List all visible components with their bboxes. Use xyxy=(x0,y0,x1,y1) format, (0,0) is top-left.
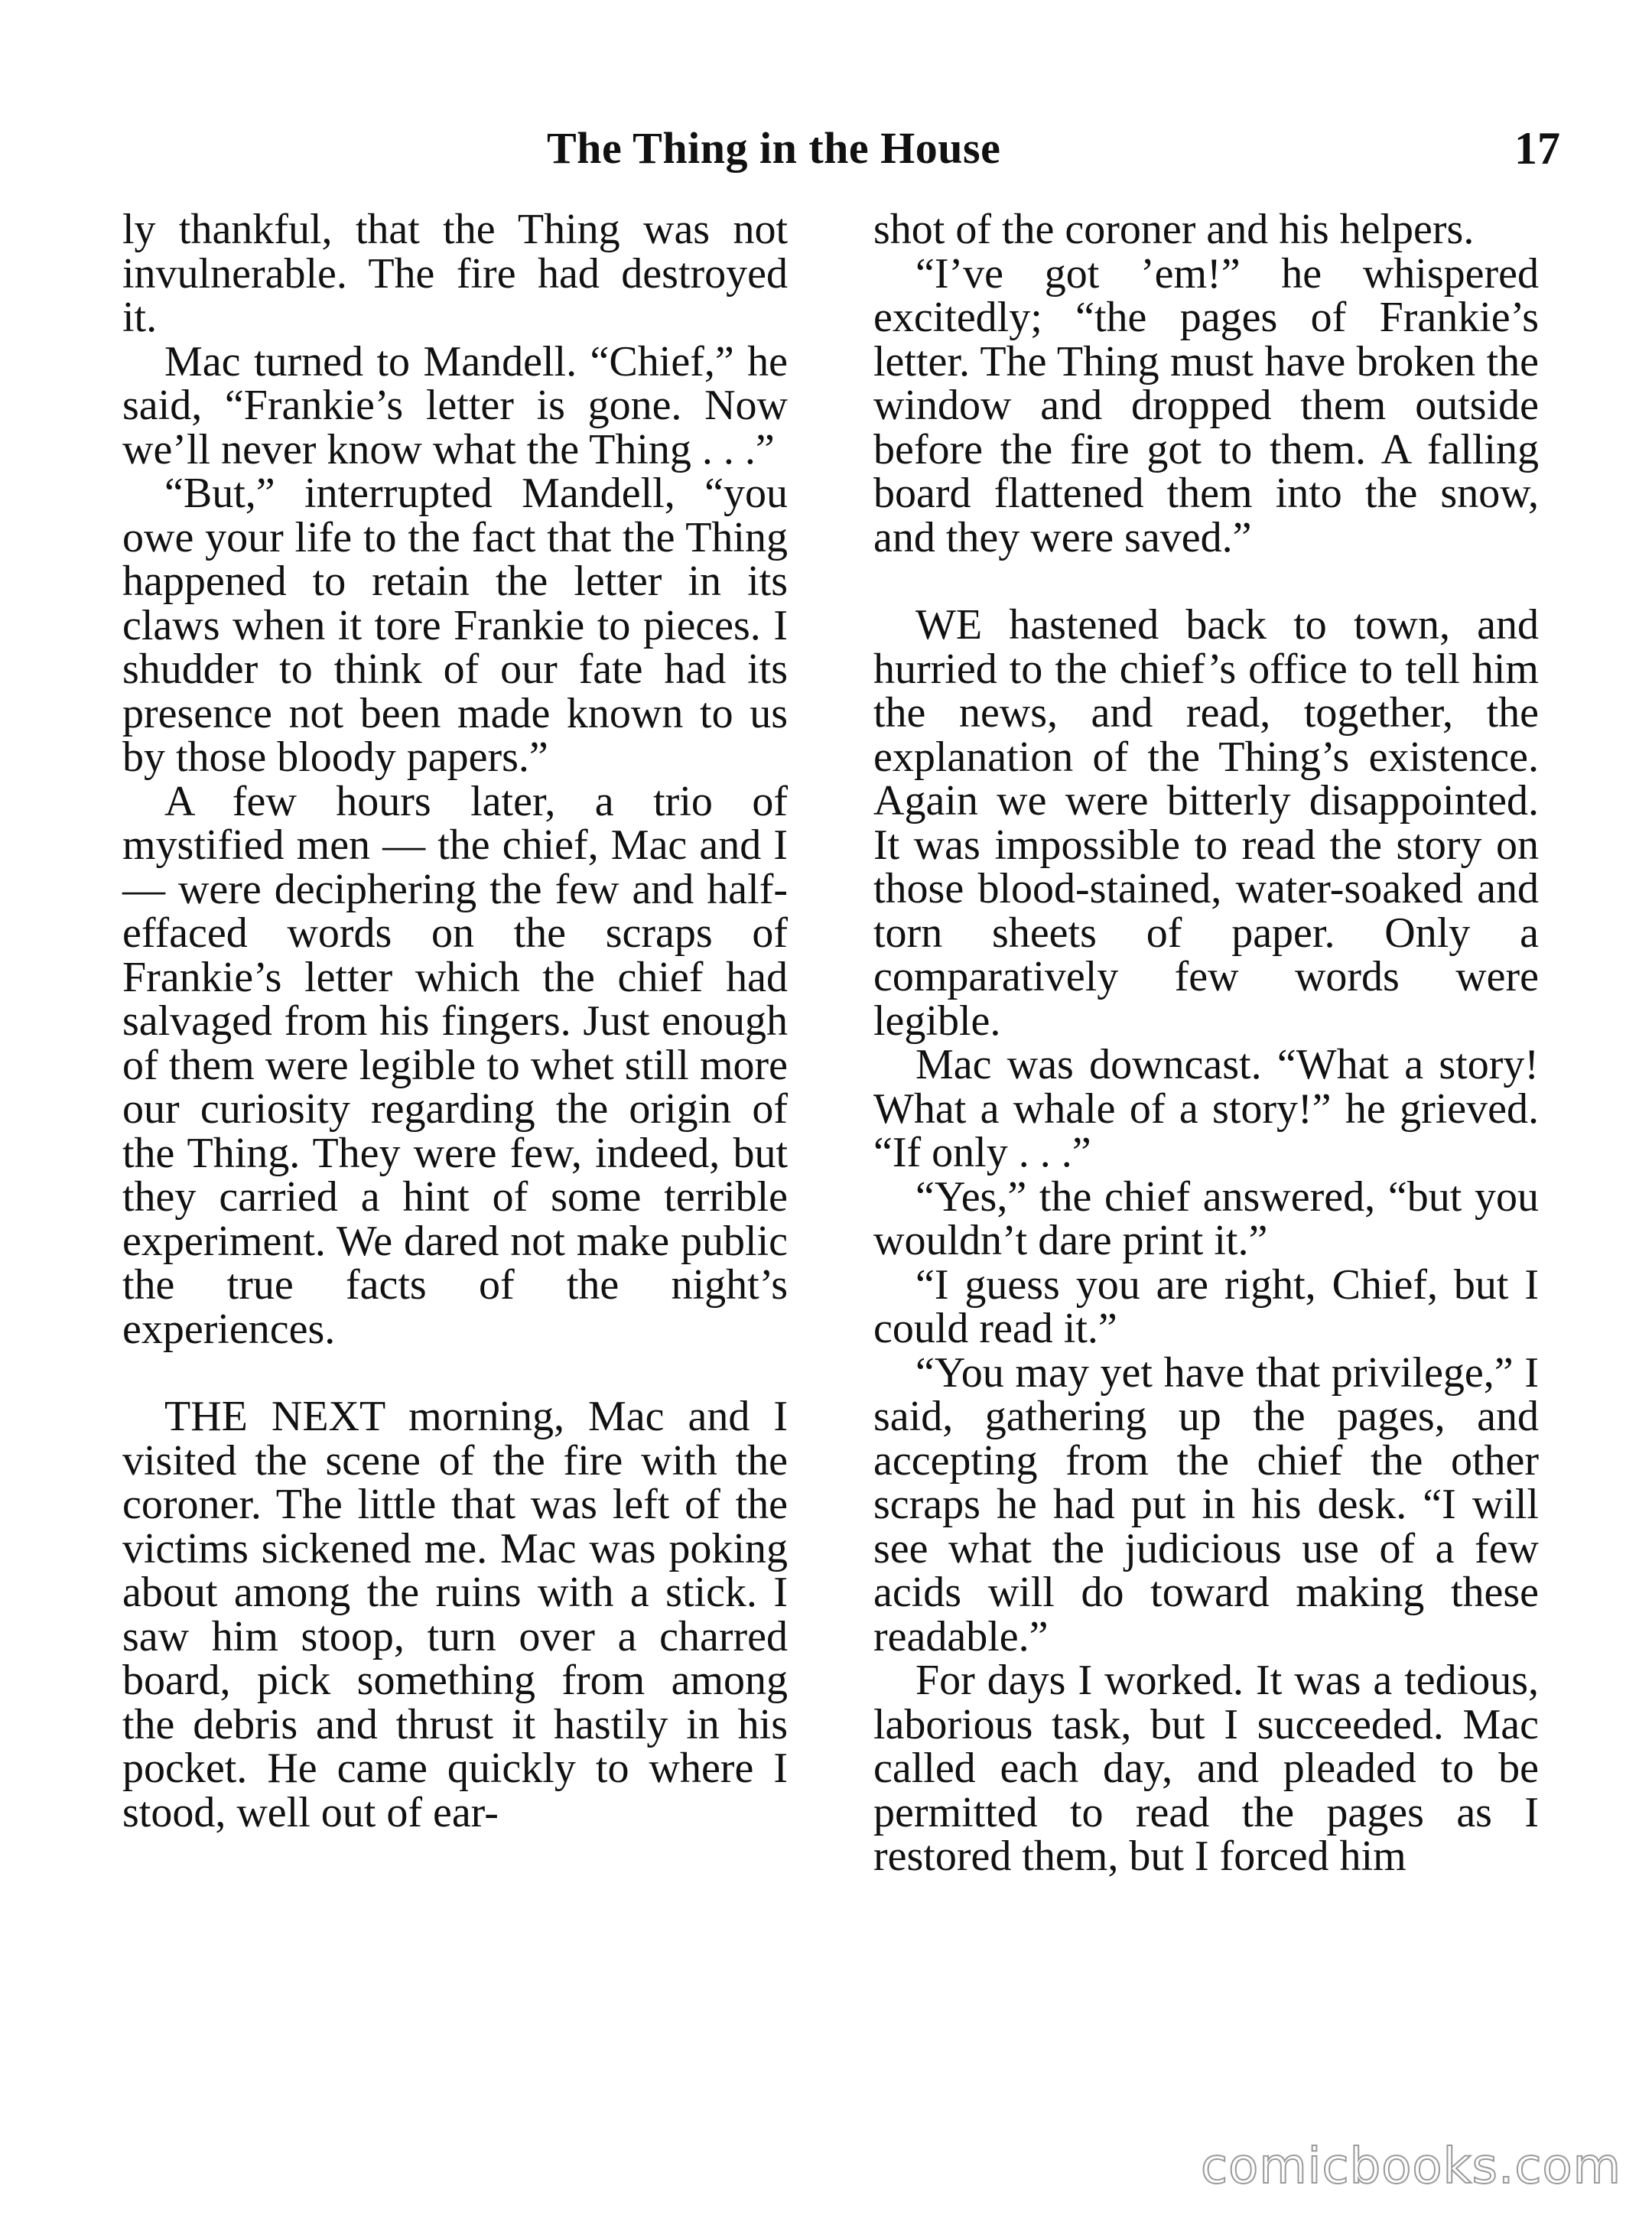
paragraph: “But,” interrupted Mandell, “you owe your life to the fact that the Thing happened to retain the letter in its claws when it tore Frankie to pieces. I shudder to think of our fate had its presence not been made known to us by those bloody papers.” xyxy=(122,470,788,781)
paragraph: Mac was downcast. “What a story! What a whale of a story!” he grieved. “If only . . .” xyxy=(873,1041,1539,1176)
paragraph: A few hours later, a trio of mystified men — the chief, Mac and I — were deciphering the few and half-effaced words on the scraps of Frankie’s letter which the chief had salvaged from his fingers. Just enough of them were legible to whet still more our curiosity regarding the origin of the Thing. They were few, indeed, but they carried a hint of some terrible experiment. We dared not make public the true facts of the night’s experiences. xyxy=(122,777,788,1353)
paragraph: “You may yet have that privilege,” I said, gathering up the pages, and accepting from the chief the other scraps he had put in his desk. “I will see what the judicious use of a few acids will do toward making these readable.” xyxy=(873,1348,1539,1660)
paragraph: Mac turned to Mandell. “Chief,” he said, “Frankie’s letter is gone. Now we’ll never know what the Thing . . .” xyxy=(122,337,788,473)
page-number: 17 xyxy=(1514,123,1560,174)
paragraph: For days I worked. It was a tedious, laborious task, but I succeeded. Mac called each day, and pleaded to be permitted to read the pages as I restored them, but I forced him xyxy=(873,1657,1539,1880)
paragraph: “Yes,” the chief answered, “but you wouldn’t dare print it.” xyxy=(873,1172,1539,1264)
left-column xyxy=(122,208,788,1835)
paragraph: “I’ve got ’em!” he whispered excitedly; “the pages of Frankie’s letter. The Thing must have broken the window and dropped them outside before the fire got to them. A falling board flattened them into the snow, and they were saved.” xyxy=(873,249,1539,561)
page-header xyxy=(122,122,1560,199)
paragraph: “I guess you are right, Chief, but I could read it.” xyxy=(873,1260,1539,1352)
watermark: comicbooks.com xyxy=(1200,2138,1621,2195)
running-title: The Thing in the House xyxy=(547,123,1001,173)
paragraph: ly thankful, that the Thing was not invulnerable. The fire had destroyed it. xyxy=(122,206,788,341)
right-column xyxy=(873,208,1539,1879)
paragraph: shot of the coroner and his helpers. xyxy=(873,206,1475,253)
paragraph: THE NEXT morning, Mac and I visited the scene of the fire with the coroner. The little that was left of the victims sickened me. Mac was poking about among the ruins with a stick. I saw him stoop, turn over a charred board, pick something from among the debris and thrust it hastily in his pocket. He came quickly to where I stood, well out of ear- xyxy=(122,1393,788,1836)
paragraph: WE hastened back to town, and hurried to the chief’s office to tell him the news, and read, together, the explanation of the Thing’s existence. Again we were bitterly disappointed. It was impossible to read the story on those blood-stained, water-soaked and torn sheets of paper. Only a comparatively few words were legible. xyxy=(873,601,1539,1045)
